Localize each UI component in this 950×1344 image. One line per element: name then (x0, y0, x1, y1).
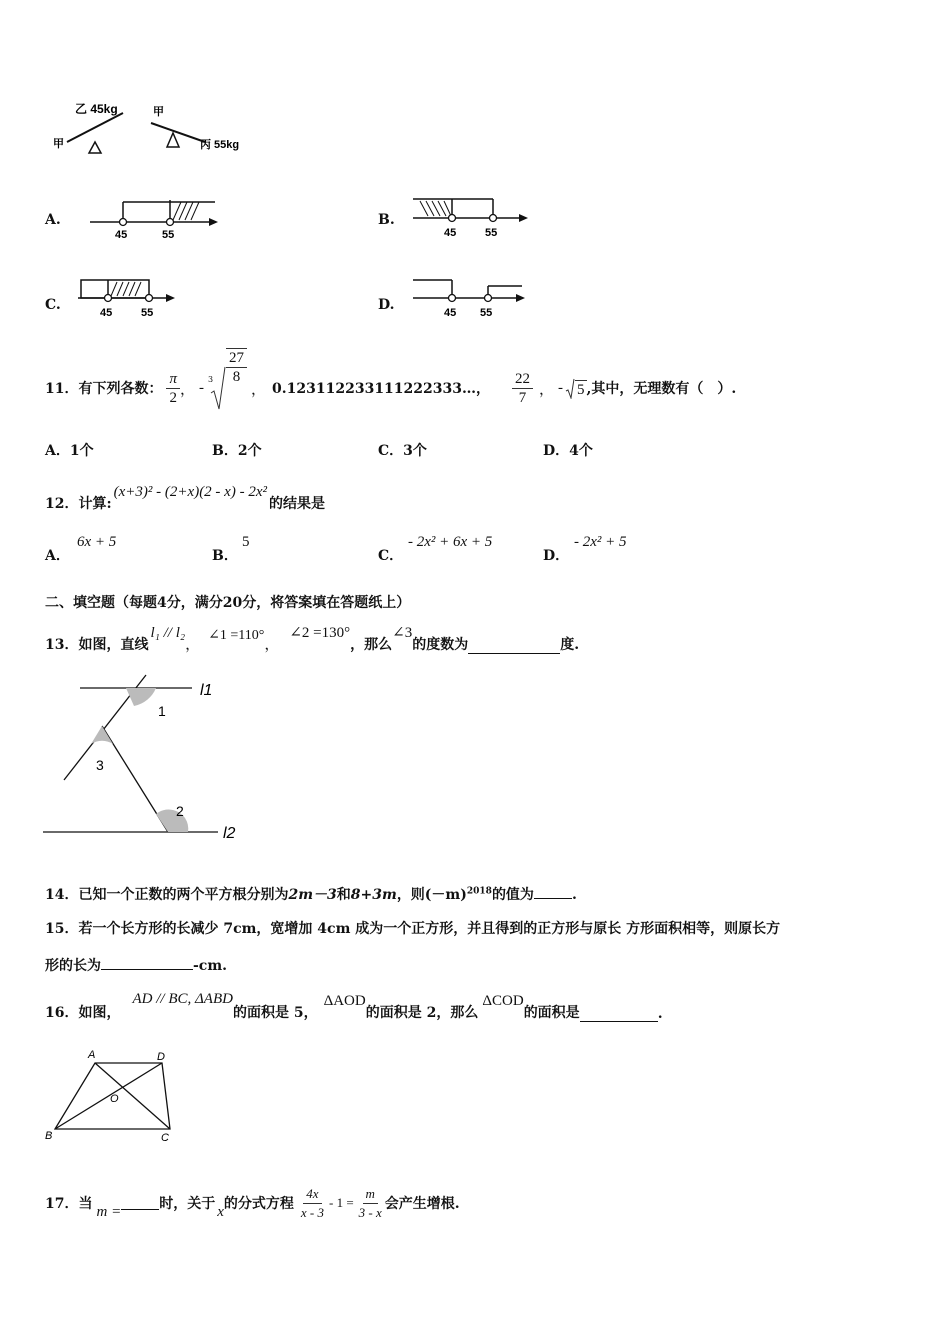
q11-tail: ,其中，无理数有（ ）. (586, 381, 737, 397)
question-14: 14．已知一个正数的两个平方根分别为2m－3和8+3m，则$(-m)^{2018}$的值为 . (45, 884, 577, 904)
q17-fraction-1: $\frac{4x}{x - 3}$ (300, 1185, 324, 1220)
q12-option-b-letter: B． (212, 548, 238, 564)
q10-option-a-letter: A. (45, 212, 61, 228)
question-13: 13．如图，直线 l₁ // l₂ ， ∠1 =110° ， ∠2 =130° ，那么 ∠3 的度数为 度. (45, 625, 580, 653)
q13-angle2: ∠2 =130° (289, 625, 351, 641)
label-angle-3: 3 (96, 757, 104, 773)
q10-option-a-numberline (85, 192, 225, 242)
q14-exponent: 2018 (466, 886, 492, 897)
tick-45: 45 (444, 307, 457, 319)
q14-expr-1: 2m－3 (288, 887, 337, 903)
q11-decimal: 0.123112233111222333…， (272, 381, 490, 397)
q11-fraction-pi: $\frac{\pi}{2}$ (166, 370, 180, 407)
q16-cod: ΔCOD (482, 993, 524, 1009)
q13-angle3: ∠3 (392, 625, 413, 641)
q14-answer-blank[interactable] (534, 884, 572, 899)
tick-55: 55 (480, 307, 493, 319)
q10-option-b-letter: B. (378, 212, 395, 228)
question-17: 17．当 m = 时，关于 x 的分式方程 $\frac{4x}{x - 3}$ - 1 = $\frac{m}{3 - x}$ 会产生增根. (45, 1185, 460, 1220)
label-C: C (161, 1132, 169, 1144)
q10-option-c-numberline (75, 272, 185, 322)
tick-45: 45 (115, 229, 128, 241)
label-angle-1: 1 (158, 703, 166, 719)
label-angle-2: 2 (176, 803, 184, 819)
scale-b-label: 丙 55kg (200, 139, 240, 151)
tick-45: 45 (100, 307, 113, 319)
q17-answer-blank[interactable] (121, 1195, 159, 1210)
q12-option-a-value: 6x + 5 (77, 534, 117, 550)
question-16: 16．如图， AD // BC, ΔABD 的面积是 5， ΔAOD 的面积是 2，那么 ΔCOD 的面积是 . (45, 991, 663, 1022)
q10-option-d-letter: D. (378, 297, 395, 313)
q12-option-b-value: 5 (242, 534, 250, 550)
q12-option-a-letter: A． (45, 548, 70, 564)
q12-option-c-letter: C． (378, 548, 404, 564)
tick-55: 55 (141, 307, 154, 319)
question-15-line-2: 形的长为 -cm. (45, 955, 227, 975)
tick-55: 55 (485, 227, 498, 239)
q16-aod: ΔAOD (323, 993, 366, 1009)
q16-trapezoid-figure (40, 1045, 185, 1145)
balance-scales-figure (45, 95, 255, 160)
q11-option-c: C．3个 (378, 443, 427, 459)
scale-a-beam (67, 113, 123, 142)
label-l1: l1 (200, 682, 213, 699)
q13-answer-blank[interactable] (468, 639, 560, 654)
tick-55: 55 (162, 229, 175, 241)
label-B: B (45, 1130, 53, 1142)
scale-a-label: 乙 45kg (75, 102, 118, 116)
q17-m-equals: m = (96, 1203, 122, 1220)
question-11: 11．有下列各数： $\frac{\pi}{2}$ ， - 3 $\frac{27}{8}$ ， 0.123112233111222333…， $\frac{22}{7}$ ， - 5 ,其中，无理数有（ ）. (45, 360, 736, 416)
scale-b-beam (151, 123, 205, 142)
question-12 (45, 474, 325, 514)
scale-a-pivot (89, 142, 101, 153)
q11-lead: 11．有下列各数： (45, 381, 163, 397)
q16-answer-blank[interactable] (580, 1007, 658, 1022)
label-A: A (88, 1049, 96, 1061)
label-O: O (110, 1093, 119, 1105)
label-l2: l2 (223, 825, 236, 842)
q12-option-d-letter: D． (543, 548, 570, 564)
q10-option-d-numberline (410, 272, 535, 322)
tick-45: 45 (444, 227, 457, 239)
q12-tail: 的结果是 (268, 496, 325, 512)
q12-option-d-value: - 2x² + 5 (574, 534, 627, 550)
q14-expr-2: 8+3m (350, 887, 397, 903)
q17-var-x: x (217, 1203, 224, 1220)
q13-parallel: l₁ // l₂ (150, 625, 186, 641)
q12-expression: (x+3)² - (2+x)(2 - x) - 2x² (113, 483, 267, 500)
question-15-line-1: 15．若一个长方形的长减少 7cm，宽增加 4cm 成为一个正方形，并且得到的正方形与原长 方形面积相等，则原长方 (45, 921, 781, 937)
q10-option-b-numberline (408, 192, 538, 242)
scale-b-pivot (167, 133, 179, 147)
q10-option-c-letter: C. (45, 297, 61, 313)
scale-a-left-label: 甲 (53, 138, 64, 150)
q13-figure (40, 670, 260, 850)
q11-option-d: D．4个 (543, 443, 593, 459)
q12-lead: 12．计算: (45, 496, 112, 512)
q11-option-a: A．1个 (45, 443, 94, 459)
section-heading: 二、填空题（每题4分，满分20分，将答案填在答题纸上） (45, 595, 411, 611)
q13-angle1: ∠1 =110° (208, 628, 265, 643)
q11-fraction-22-7: $\frac{22}{7}$ (512, 370, 533, 407)
q11-sqrt-5: 5 (565, 377, 587, 399)
q17-fraction-2: $\frac{m}{3 - x}$ (358, 1185, 382, 1220)
q11-cube-root: 3 $\frac{27}{8}$ (206, 365, 247, 411)
q11-option-b: B．2个 (212, 443, 262, 459)
q15-answer-blank[interactable] (101, 955, 193, 970)
q16-condition: AD // BC, ΔABD (132, 991, 233, 1007)
scale-b-top-label: 甲 (153, 106, 164, 118)
label-D: D (157, 1051, 165, 1063)
q12-option-c-value: - 2x² + 6x + 5 (408, 534, 493, 550)
